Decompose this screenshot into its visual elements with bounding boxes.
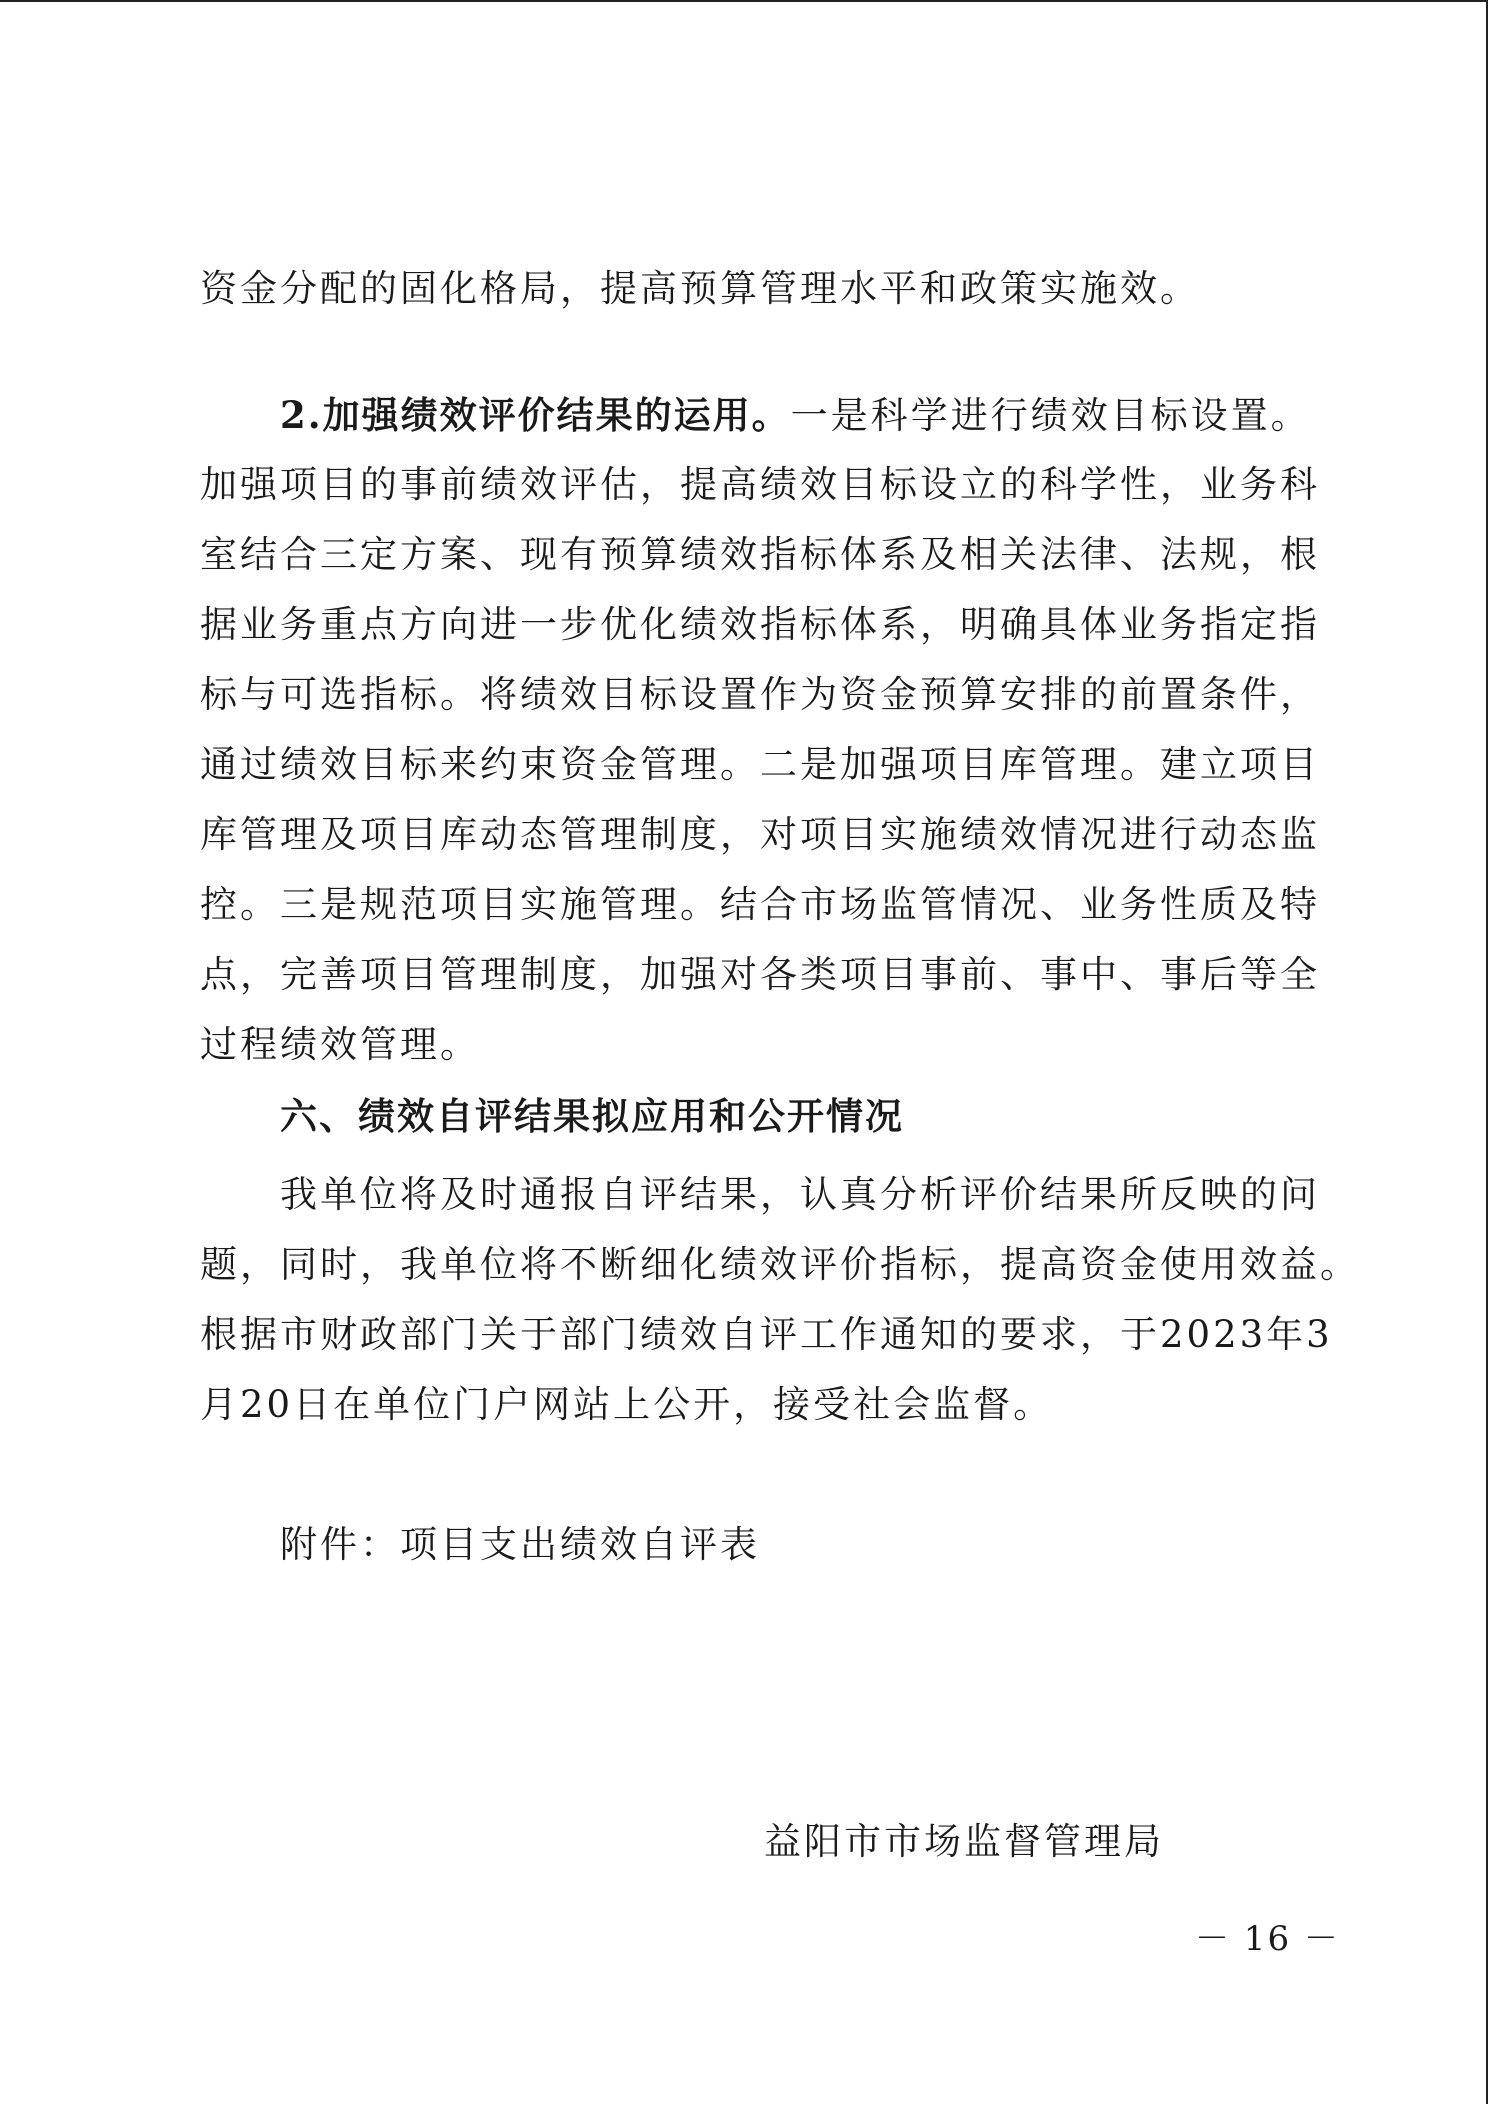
para2-line-6: 通过绩效目标来约束资金管理。二是加强项目库管理。建立项目 [200, 743, 1320, 786]
para2-line-1-rest: 一是科学进行绩效目标设置。 [790, 394, 1311, 437]
section-6-heading: 六、绩效自评结果拟应用和公开情况 [280, 1095, 904, 1138]
page-number: － 16 － [1195, 1919, 1340, 1959]
continuation-line: 资金分配的固化格局，提高预算管理水平和政策实施效。 [200, 267, 1200, 310]
attachment-note: 附件：项目支出绩效自评表 [280, 1523, 760, 1566]
issuing-organization: 益阳市市场监督管理局 [764, 1820, 1164, 1863]
para2-line-9: 点，完善项目管理制度，加强对各类项目事前、事中、事后等全 [200, 953, 1320, 996]
para2-line-4: 据业务重点方向进一步优化绩效指标体系，明确具体业务指定指 [200, 603, 1320, 646]
para2-bold-lead: 2.加强绩效评价结果的运用。 [280, 393, 791, 437]
para2-line-3: 室结合三定方案、现有预算绩效指标体系及相关法律、法规，根 [200, 533, 1320, 576]
para3-line-3: 根据市财政部门关于部门绩效自评工作通知的要求，于2023年3 [200, 1313, 1333, 1356]
para2-line-2: 加强项目的事前绩效评估，提高绩效目标设立的科学性，业务科 [200, 463, 1320, 506]
para2-line-8: 控。三是规范项目实施管理。结合市场监管情况、业务性质及特 [200, 883, 1320, 926]
para3-line-2: 题，同时，我单位将不断细化绩效评价指标，提高资金使用效益。 [200, 1243, 1360, 1286]
para2-line-7: 库管理及项目库动态管理制度，对项目实施绩效情况进行动态监 [200, 813, 1320, 856]
para2-line-1 [280, 390, 1310, 441]
para2-line-10: 过程绩效管理。 [200, 1023, 480, 1066]
para2-line-5: 标与可选指标。将绩效目标设置作为资金预算安排的前置条件， [200, 673, 1320, 716]
para3-line-4: 月20日在单位门户网站上公开，接受社会监督。 [200, 1383, 1054, 1426]
para3-line-1: 我单位将及时通报自评结果，认真分析评价结果所反映的问 [280, 1173, 1320, 1216]
